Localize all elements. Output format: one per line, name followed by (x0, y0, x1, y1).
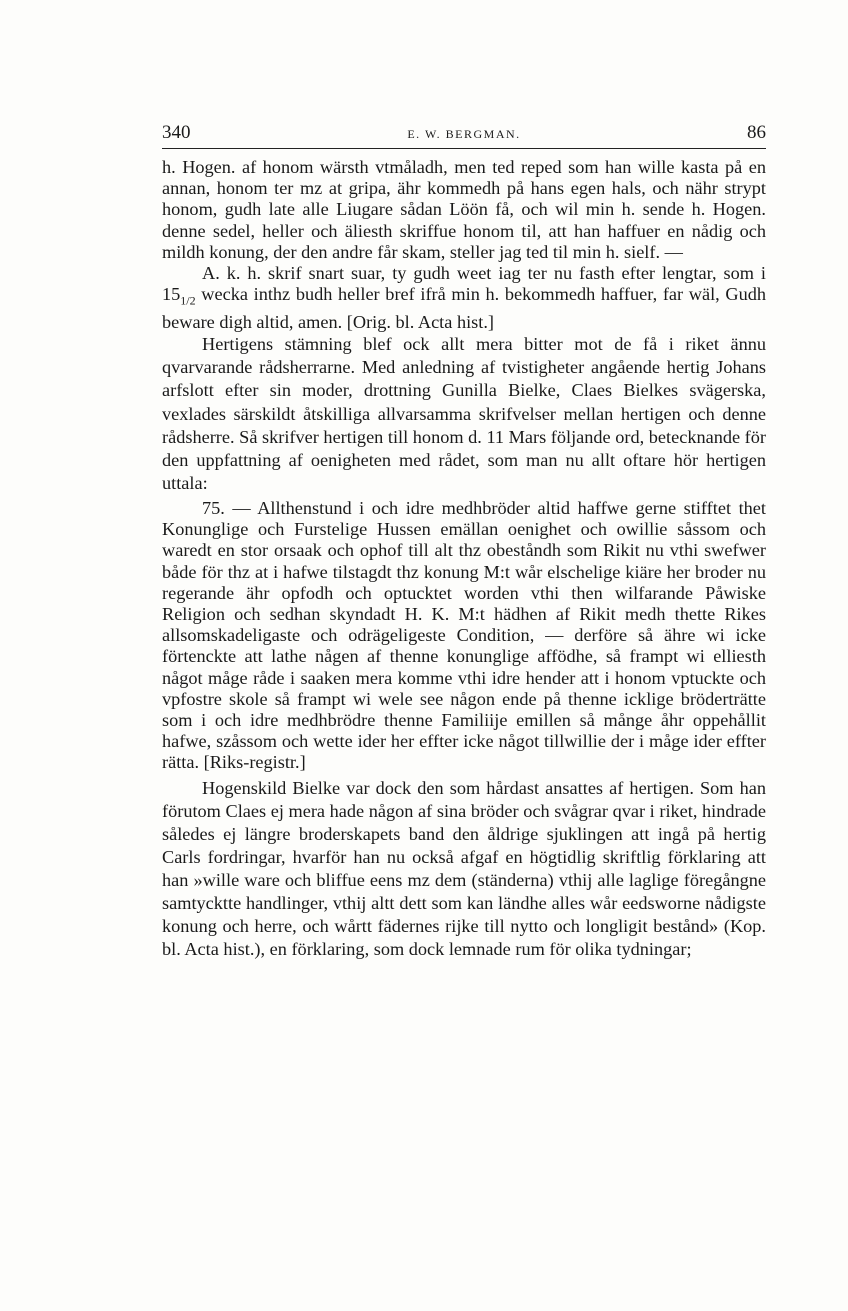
letter-quote-1 (162, 157, 766, 333)
body-paragraph-1: Hertigens stämning blef ock allt mera bitter mot de få i riket ännu qvarvarande rådsherrarne. Med anledning af tvistigheter angående hertig Johans arfslott efter sin moder, drottning Gunilla Bielke, Claes Bielkes svägerska, vexlades särskildt åtskilliga allvarsamma skrifvelser mellan hertigen och denne rådsherre. Så skrifver hertigen till honom d. 11 Mars följande ord, betecknande för den uppfattning af oenigheten med rådet, som man nu allt oftare hör hertigen uttala: (162, 334, 766, 493)
letter-quote-2 (162, 498, 766, 774)
page-header (162, 118, 766, 149)
page-number: 340 (162, 122, 191, 143)
body-text-1 (162, 333, 766, 495)
quote-1-paragraph-1: h. Hogen. af honom wärsth vtmåladh, men ted reped som han wille kasta på en annan, honom ter mz at gripa, ähr kommedh på hans egen hals, och nähr strypt honom, gudh late alle Liugare sådan Löön få, och wil min h. sende h. Hogen. denne sedel, heller och äliesth skriffue honom til, att han haffuer en nådig och mildh konung, der den andre får skam, steller jag ted til min h. sielf. — (162, 157, 766, 262)
section-number: 86 (747, 122, 766, 143)
quote-2-paragraph: 75. — Allthenstund i och idre medhbröder altid haffwe gerne stifftet thet Konunglige och Furstelige Hussen emällan oenighet och owillie såssom och waredt en stor orsaak och ophof till alt thz obeståndh som Rikit nu vthi swefwer både för thz at i hafwe tilstagdt thz konung M:t wår elschelige kiäre her broder nu regerande ähr opfodh och optucktet worden vthi then wilfarande Påwiske Religion och sedhan skyndadt H. K. M:t hädhen af Rikit medh thette Rikes allsomskadeligaste och odrägeligeste Condition, — derföre så ähre wi icke förtenckte att lathe någen af thenne konunglige affödhe, så frampt wi elliesth något måge råde i saaken mera komme vthi idre hender att i honom vptuckte och vpfostre skole så frampt wi wele see någon ende på thenne icklige bröderträtte som i och idre medhbrödre thenne Familiije emillen så månge åhr oppehållit hafwe, szåssom och wette ider her effter icke något tillwillie der i måge ider effter rätta. [Riks-registr.] (162, 497, 766, 773)
body-text-2 (162, 777, 766, 962)
book-page (162, 118, 766, 961)
quote-1-text-a: A. k. h. skrif snart suar, ty gudh weet iag ter nu fasth efter lengtar, som i 15 (162, 263, 766, 305)
quote-1-text-b: wecka inthz budh heller bref ifrå min h. bekommedh haffuer, far wäl, Gudh beware digh altid, amen. [Orig. bl. Acta hist.] (162, 284, 766, 333)
quote-1-paragraph-2 (162, 263, 766, 333)
running-head: E. W. BERGMAN. (407, 127, 521, 141)
body-paragraph-2: Hogenskild Bielke var dock den som hårdast ansattes af hertigen. Som han förutom Claes ej mera hade någon af sina bröder och svågrar qvar i riket, hindrade således ej längre broderskapets band den åldrige sjuklingen att ingå på hertig Carls fordringar, hvarför han nu också afgaf en högtidlig skriftlig förklaring att han »wille ware och bliffue eens mz dem (ständerna) vthij alle laglige föregångne samtycktte handlinger, vthij altt dett som kan ländhe alles wår eedsworne nådigste konung och herre, och wårtt fädernes rijke till nytto och longligit bestånd» (Kop. bl. Acta hist.), en förklaring, som dock lemnade rum för olika tydningar; (162, 777, 766, 960)
fraction: 1/2 (180, 293, 196, 308)
